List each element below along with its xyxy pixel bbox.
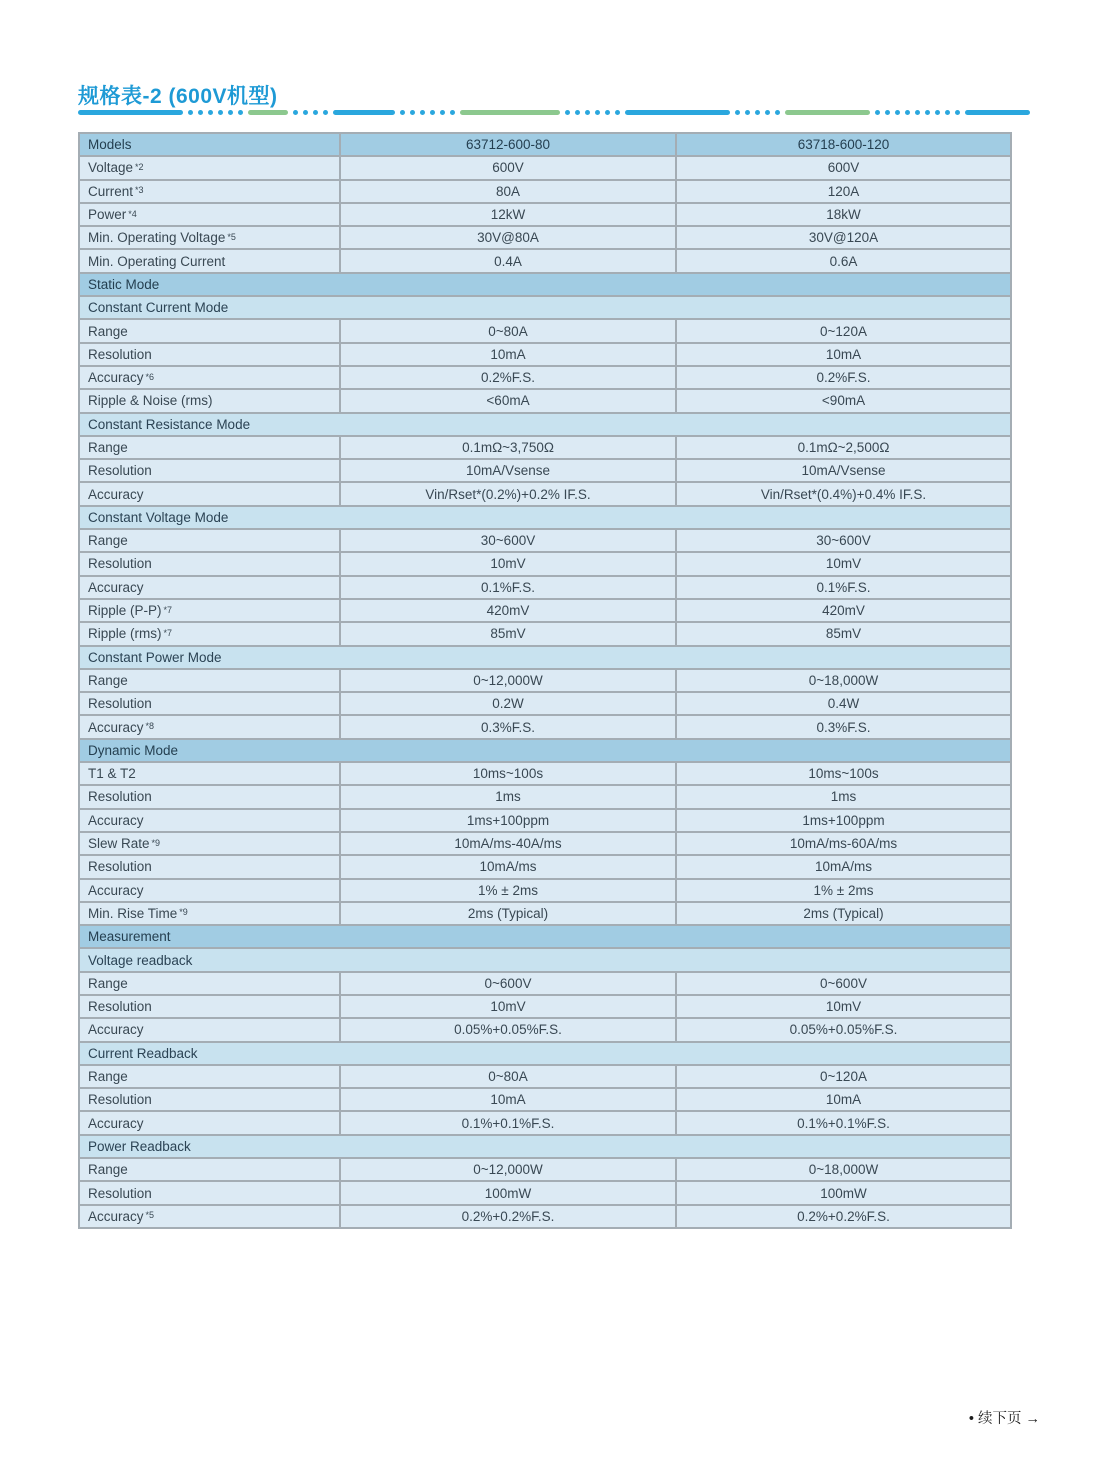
value-model-63718: 0~18,000W <box>808 672 879 688</box>
row-label <box>80 763 341 784</box>
subsection-title: Current Readback <box>88 1045 198 1061</box>
row-label <box>80 833 341 854</box>
table-row <box>80 693 1010 716</box>
value-model-63718: <90mA <box>821 393 866 409</box>
spec-table <box>78 132 1012 1229</box>
table-row <box>80 810 1010 833</box>
value-model-63712: 10mA/ms-40A/ms <box>341 833 677 854</box>
subsection-row <box>80 297 1010 320</box>
row-label-text: Accuracy <box>88 882 144 898</box>
footnote-marker: *5 <box>227 231 236 242</box>
value-model-63718: 18kW <box>826 207 861 223</box>
table-row <box>80 227 1010 250</box>
value-model-63718: 1ms <box>830 789 857 805</box>
value-model-63712: 0.1%F.S. <box>341 577 677 598</box>
table-row <box>80 763 1010 786</box>
row-label <box>80 670 341 691</box>
divider-dot <box>895 110 900 115</box>
value-model-63718: 10mV <box>825 999 862 1015</box>
row-label <box>80 600 341 621</box>
row-label <box>80 880 341 901</box>
value-model-63712: 80A <box>341 181 677 202</box>
value-model-63718: 0.1%+0.1%F.S. <box>797 1115 890 1131</box>
value-model-63712: 0~12,000W <box>341 1159 677 1180</box>
divider-bar-green <box>460 110 560 115</box>
value-model-63712: 10mV <box>341 553 677 574</box>
row-label-text: Ripple (rms) <box>88 626 162 642</box>
row-label-text: Min. Rise Time <box>88 905 178 921</box>
table-row <box>80 204 1010 227</box>
footnote-marker: *2 <box>135 161 144 172</box>
row-label-text: Resolution <box>88 789 152 805</box>
row-label-text: Min. Operating Voltage <box>88 230 226 246</box>
value-model-63712: 30~600V <box>341 530 677 551</box>
divider-dot <box>585 110 590 115</box>
divider-bar-blue <box>625 110 730 115</box>
row-label <box>80 973 341 994</box>
table-row <box>80 1112 1010 1135</box>
value-model-63718: 1% ± 2ms <box>813 882 874 898</box>
value-model-63718: 100mW <box>820 1185 867 1201</box>
value-model-63712: <60mA <box>341 390 677 411</box>
value-model-63712: 0.1%+0.1%F.S. <box>341 1112 677 1133</box>
divider-dot <box>915 110 920 115</box>
table-row <box>80 833 1010 856</box>
row-label <box>80 437 341 458</box>
subsection-row <box>80 507 1010 530</box>
table-row <box>80 880 1010 903</box>
table-row <box>80 460 1010 483</box>
value-model-63712: 0.2%+0.2%F.S. <box>341 1206 677 1227</box>
value-model-63712: 0.2W <box>341 693 677 714</box>
table-row <box>80 1206 1010 1227</box>
section-title: Measurement <box>88 929 171 945</box>
section-title: Dynamic Mode <box>88 742 179 758</box>
row-label <box>80 181 341 202</box>
table-row <box>80 530 1010 553</box>
value-model-63718: 30V@120A <box>808 230 879 246</box>
row-label-text: Resolution <box>88 346 152 362</box>
table-row <box>80 670 1010 693</box>
divider-dot <box>188 110 193 115</box>
row-label <box>80 1089 341 1110</box>
divider-dot <box>955 110 960 115</box>
row-label <box>80 367 341 388</box>
divider-dot <box>218 110 223 115</box>
divider-bar-green <box>248 110 288 115</box>
value-model-63718: 0.1mΩ~2,500Ω <box>797 440 890 455</box>
row-label-text: Accuracy <box>88 1022 144 1038</box>
models-header-row <box>80 134 1010 157</box>
value-model-63718: 420mV <box>822 603 865 619</box>
row-label-text: Ripple (P-P) <box>88 603 162 619</box>
row-label-text: Current <box>88 183 134 199</box>
divider-dot <box>565 110 570 115</box>
table-row <box>80 1182 1010 1205</box>
value-model-63718: 63718-600-120 <box>797 137 890 153</box>
table-row <box>80 600 1010 623</box>
section-row <box>80 274 1010 297</box>
value-model-63712: 0.2%F.S. <box>341 367 677 388</box>
subsection-title: Constant Current Mode <box>88 300 229 316</box>
table-row <box>80 786 1010 809</box>
row-label <box>80 1112 341 1133</box>
row-label <box>80 1182 341 1203</box>
row-label <box>80 903 341 924</box>
value-model-63712: 10mA <box>341 1089 677 1110</box>
divider-dot <box>775 110 780 115</box>
row-label <box>80 483 341 504</box>
row-label-text: Accuracy <box>88 1208 144 1224</box>
table-row <box>80 344 1010 367</box>
value-model-63718: 10mA/ms-60A/ms <box>789 836 898 852</box>
value-model-63712: 10mA/ms <box>341 856 677 877</box>
value-model-63718: 10mA <box>825 1092 862 1108</box>
row-label-text: Resolution <box>88 859 152 875</box>
value-model-63712: 0.05%+0.05%F.S. <box>341 1019 677 1040</box>
footnote-marker: *4 <box>128 208 137 219</box>
row-label-text: Slew Rate <box>88 836 150 852</box>
divider-dot <box>430 110 435 115</box>
value-model-63718: 10mA/ms <box>814 859 872 875</box>
value-model-63718: 0.6A <box>829 253 858 269</box>
subsection-row <box>80 949 1010 972</box>
row-label <box>80 250 341 271</box>
row-label-text: Resolution <box>88 463 152 479</box>
subsection-title: Voltage readback <box>88 952 193 968</box>
divider-dot <box>945 110 950 115</box>
divider-dot <box>228 110 233 115</box>
subsection-row <box>80 414 1010 437</box>
divider-dot <box>238 110 243 115</box>
row-label-text: Accuracy <box>88 370 144 386</box>
divider-bar-blue <box>965 110 1030 115</box>
section-title: Static Mode <box>88 276 160 292</box>
table-row <box>80 553 1010 576</box>
row-label <box>80 227 341 248</box>
table-row <box>80 903 1010 926</box>
value-model-63718: 2ms (Typical) <box>803 905 884 921</box>
row-label <box>80 344 341 365</box>
value-model-63712: 100mW <box>341 1182 677 1203</box>
footnote-marker: *7 <box>163 604 173 615</box>
table-row <box>80 157 1010 180</box>
row-label <box>80 996 341 1017</box>
table-row <box>80 577 1010 600</box>
value-model-63712: 10mV <box>341 996 677 1017</box>
table-row <box>80 716 1010 739</box>
table-row <box>80 181 1010 204</box>
value-model-63712: 10ms~100s <box>341 763 677 784</box>
table-row <box>80 623 1010 646</box>
value-model-63712: 1ms+100ppm <box>341 810 677 831</box>
row-label-text: T1 & T2 <box>88 766 136 782</box>
row-label <box>80 693 341 714</box>
divider-dot <box>400 110 405 115</box>
divider-dot <box>925 110 930 115</box>
value-model-63718: 85mV <box>825 626 862 642</box>
value-model-63718: 10ms~100s <box>808 766 879 782</box>
divider-dot <box>875 110 880 115</box>
divider-bar-green <box>785 110 870 115</box>
subsection-row <box>80 1136 1010 1159</box>
value-model-63712: 10mA/Vsense <box>341 460 677 481</box>
table-row <box>80 483 1010 506</box>
subsection-title: Constant Resistance Mode <box>88 416 251 432</box>
divider-bar-blue <box>333 110 395 115</box>
divider-dot <box>755 110 760 115</box>
divider-dot <box>293 110 298 115</box>
row-label <box>80 157 341 178</box>
value-model-63712: 0~12,000W <box>341 670 677 691</box>
section-row <box>80 740 1010 763</box>
row-label <box>80 390 341 411</box>
value-model-63718: 600V <box>827 160 860 176</box>
row-label <box>80 134 341 155</box>
row-label-text: Range <box>88 1069 128 1085</box>
row-label-text: Models <box>88 137 132 153</box>
subsection-title: Constant Voltage Mode <box>88 509 229 525</box>
value-model-63712: 1ms <box>341 786 677 807</box>
footnote-marker: *7 <box>163 627 173 638</box>
table-row <box>80 437 1010 460</box>
table-row <box>80 320 1010 343</box>
divider-dot <box>605 110 610 115</box>
table-row <box>80 1089 1010 1112</box>
divider-dot <box>885 110 890 115</box>
divider-dot <box>745 110 750 115</box>
row-label-text: Accuracy <box>88 719 144 735</box>
table-row <box>80 973 1010 996</box>
value-model-63718: Vin/Rset*(0.4%)+0.4% IF.S. <box>760 486 927 502</box>
value-model-63718: 0~120A <box>820 323 867 339</box>
row-label <box>80 1066 341 1087</box>
divider-dot <box>410 110 415 115</box>
row-label <box>80 856 341 877</box>
value-model-63712: 600V <box>341 157 677 178</box>
row-label <box>80 623 341 644</box>
row-label-text: Range <box>88 440 128 455</box>
divider-dot <box>313 110 318 115</box>
value-model-63712: 0.1mΩ~3,750Ω <box>341 437 677 458</box>
row-label-text: Ripple & Noise (rms) <box>88 393 213 409</box>
value-model-63718: 30~600V <box>816 533 871 549</box>
value-model-63718: 0.2%+0.2%F.S. <box>797 1208 890 1224</box>
value-model-63712: 0~600V <box>341 973 677 994</box>
value-model-63712: 30V@80A <box>341 227 677 248</box>
row-label-text: Range <box>88 533 128 549</box>
table-row <box>80 1019 1010 1042</box>
divider-dot <box>208 110 213 115</box>
value-model-63712: 85mV <box>341 623 677 644</box>
row-label-text: Accuracy <box>88 486 144 502</box>
value-model-63718: 10mA <box>825 346 862 362</box>
value-model-63712: 0~80A <box>341 320 677 341</box>
row-label <box>80 1159 341 1180</box>
value-model-63712: 12kW <box>341 204 677 225</box>
table-row <box>80 996 1010 1019</box>
row-label <box>80 786 341 807</box>
value-model-63718: 120A <box>827 183 860 199</box>
value-model-63712: Vin/Rset*(0.2%)+0.2% IF.S. <box>341 483 677 504</box>
value-model-63718: 0~600V <box>820 975 867 991</box>
footnote-marker: *9 <box>179 907 188 918</box>
row-label <box>80 530 341 551</box>
row-label <box>80 716 341 737</box>
row-label <box>80 1019 341 1040</box>
value-model-63712: 420mV <box>341 600 677 621</box>
table-row <box>80 856 1010 879</box>
value-model-63718: 0.1%F.S. <box>816 579 871 595</box>
subsection-title: Constant Power Mode <box>88 649 222 665</box>
row-label <box>80 204 341 225</box>
divider-dot <box>323 110 328 115</box>
row-label-text: Resolution <box>88 1185 152 1201</box>
divider-dot <box>440 110 445 115</box>
divider-bar-blue <box>78 110 183 115</box>
footnote-marker: *8 <box>145 721 155 732</box>
footnote-marker: *6 <box>145 371 155 382</box>
row-label <box>80 460 341 481</box>
table-row <box>80 390 1010 413</box>
row-label-text: Resolution <box>88 556 152 572</box>
row-label <box>80 320 341 341</box>
value-model-63712: 10mA <box>341 344 677 365</box>
divider-dot <box>615 110 620 115</box>
row-label-text: Range <box>88 975 128 991</box>
row-label <box>80 1206 341 1227</box>
divider-dot <box>905 110 910 115</box>
row-label-text: Resolution <box>88 1092 152 1108</box>
divider-dot <box>595 110 600 115</box>
footnote-marker: *3 <box>135 185 144 196</box>
row-label-text: Range <box>88 1162 128 1178</box>
divider-dot <box>303 110 308 115</box>
value-model-63718: 0.3%F.S. <box>816 719 871 735</box>
section-row <box>80 926 1010 949</box>
divider-dot <box>198 110 203 115</box>
row-label-text: Accuracy <box>88 1115 144 1131</box>
value-model-63712: 1% ± 2ms <box>341 880 677 901</box>
divider-dot <box>935 110 940 115</box>
footnote-marker: *5 <box>145 1210 155 1221</box>
table-row <box>80 1066 1010 1089</box>
row-label-text: Resolution <box>88 999 152 1015</box>
row-label-text: Resolution <box>88 696 152 712</box>
value-model-63712: 0.3%F.S. <box>341 716 677 737</box>
table-row <box>80 1159 1010 1182</box>
divider-dot <box>450 110 455 115</box>
value-model-63718: 0~120A <box>820 1069 867 1085</box>
divider-dot <box>575 110 580 115</box>
table-row <box>80 367 1010 390</box>
row-label-text: Range <box>88 323 128 339</box>
row-label <box>80 577 341 598</box>
value-model-63712: 2ms (Typical) <box>341 903 677 924</box>
decorative-divider <box>78 109 1038 115</box>
subsection-row <box>80 647 1010 670</box>
value-model-63718: 10mV <box>825 556 862 572</box>
row-label-text: Voltage <box>88 160 134 176</box>
row-label-text: Min. Operating Current <box>88 253 226 269</box>
row-label-text: Range <box>88 672 128 688</box>
value-model-63718: 10mA/Vsense <box>801 463 886 479</box>
value-model-63718: 0.05%+0.05%F.S. <box>789 1022 898 1038</box>
value-model-63712: 0.4A <box>341 250 677 271</box>
subsection-row <box>80 1043 1010 1066</box>
value-model-63718: 0.2%F.S. <box>816 370 871 386</box>
row-label-text: Accuracy <box>88 812 144 828</box>
divider-dot <box>765 110 770 115</box>
row-label-text: Accuracy <box>88 579 144 595</box>
value-model-63718: 1ms+100ppm <box>802 812 885 828</box>
table-row <box>80 250 1010 273</box>
row-label <box>80 553 341 574</box>
row-label-text: Power <box>88 207 127 223</box>
continued-next-page-note: • 续下页 → <box>968 1411 1040 1427</box>
footnote-marker: *9 <box>151 837 161 848</box>
page-title: 规格表-2 (600V机型) <box>78 85 278 108</box>
divider-dot <box>420 110 425 115</box>
value-model-63712: 63712-600-80 <box>341 134 677 155</box>
divider-dot <box>735 110 740 115</box>
value-model-63718: 0.4W <box>827 696 860 712</box>
value-model-63718: 0~18,000W <box>808 1162 879 1178</box>
row-label <box>80 810 341 831</box>
subsection-title: Power Readback <box>88 1138 191 1154</box>
value-model-63712: 0~80A <box>341 1066 677 1087</box>
